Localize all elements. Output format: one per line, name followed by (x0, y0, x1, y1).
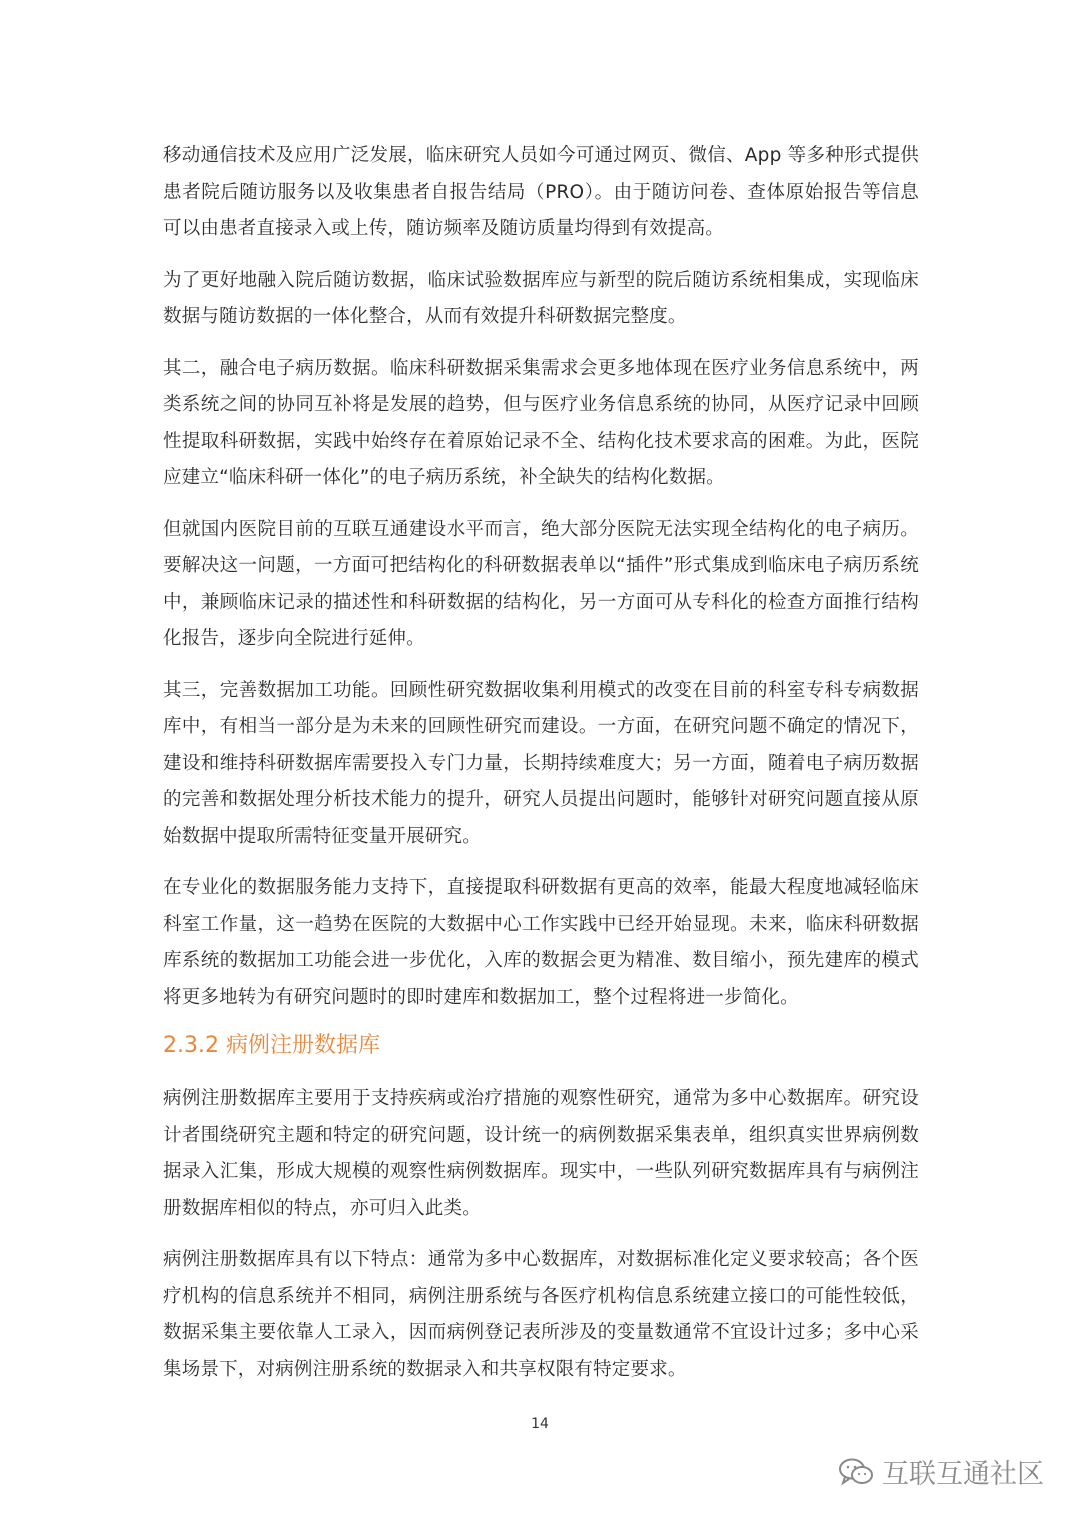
paragraph-followup-integration: 为了更好地融入院后随访数据，临床试验数据库应与新型的院后随访系统相集成，实现临床数据与随访数据的一体化整合，从而有效提升科研数据完整度。 (163, 269, 919, 327)
paragraph-registry-definition: 病例注册数据库主要用于支持疾病或治疗措施的观察性研究，通常为多中心数据库。研究设计者围绕研究主题和特定的研究问题，设计统一的病例数据采集表单，组织真实世界病例数据录入汇集，形成大规模的观察性病例数据库。现实中，一些队列研究数据库具有与病例注册数据库相似的特点，亦可归入此类。 (163, 1088, 919, 1219)
watermark (838, 1452, 1044, 1491)
paragraph-data-service: 在专业化的数据服务能力支持下，直接提取科研数据有更高的效率，能最大程度地减轻临床科室工作量，这一趋势在医院的大数据中心工作实践中已经开始显现。未来，临床科研数据库系统的数据加工功能会进一步优化，入库的数据会更为精准、数目缩小，预先建库的模式将更多地转为有研究问题时的即时建库和数据加工，整个过程将进一步简化。 (163, 877, 919, 1008)
section-heading: 2.3.2 病例注册数据库 (163, 1033, 380, 1058)
paragraph-emr-structuring: 但就国内医院目前的互联互通建设水平而言，绝大部分医院无法实现全结构化的电子病历。要解决这一问题，一方面可把结构化的科研数据表单以“插件”形式集成到临床电子病历系统中，兼顾临床记录的描述性和科研数据的结构化，另一方面可从专科化的检查方面推行结构化报告，逐步向全院进行延伸。 (163, 518, 919, 649)
paragraph-data-processing: 其三，完善数据加工功能。回顾性研究数据收集利用模式的改变在目前的科室专科专病数据库中，有相当一部分是为未来的回顾性研究而建设。一方面，在研究问题不确定的情况下，建设和维持科研数据库需要投入专门力量，长期持续难度大；另一方面，随着电子病历数据的完善和数据处理分析技术能力的提升，研究人员提出问题时，能够针对研究问题直接从原始数据中提取所需特征变量开展研究。 (163, 679, 919, 847)
page-number: 14 (531, 1416, 549, 1432)
watermark-text: 互联互通社区 (882, 1459, 1044, 1490)
wechat-icon (838, 1457, 874, 1487)
paragraph-followup-tech: 移动通信技术及应用广泛发展，临床研究人员如今可通过网页、微信、App 等多种形式提供患者院后随访服务以及收集患者自报告结局（PRO）。由于随访问卷、查体原始报告等信息可以由患者直接录入或上传，随访频率及随访质量均得到有效提高。 (163, 145, 919, 239)
document-page (163, 138, 919, 1403)
paragraph-registry-features: 病例注册数据库具有以下特点：通常为多中心数据库，对数据标准化定义要求较高；各个医疗机构的信息系统并不相同，病例注册系统与各医疗机构信息系统建立接口的可能性较低，数据采集主要依靠人工录入，因而病例登记表所涉及的变量数通常不宜设计过多；多中心采集场景下，对病例注册系统的数据录入和共享权限有特定要求。 (163, 1249, 919, 1380)
paragraph-emr-fusion: 其二，融合电子病历数据。临床科研数据采集需求会更多地体现在医疗业务信息系统中，两类系统之间的协同互补将是发展的趋势，但与医疗业务信息系统的协同，从医疗记录中回顾性提取科研数据，实践中始终存在着原始记录不全、结构化技术要求高的困难。为此，医院应建立“临床科研一体化”的电子病历系统，补全缺失的结构化数据。 (163, 357, 919, 488)
